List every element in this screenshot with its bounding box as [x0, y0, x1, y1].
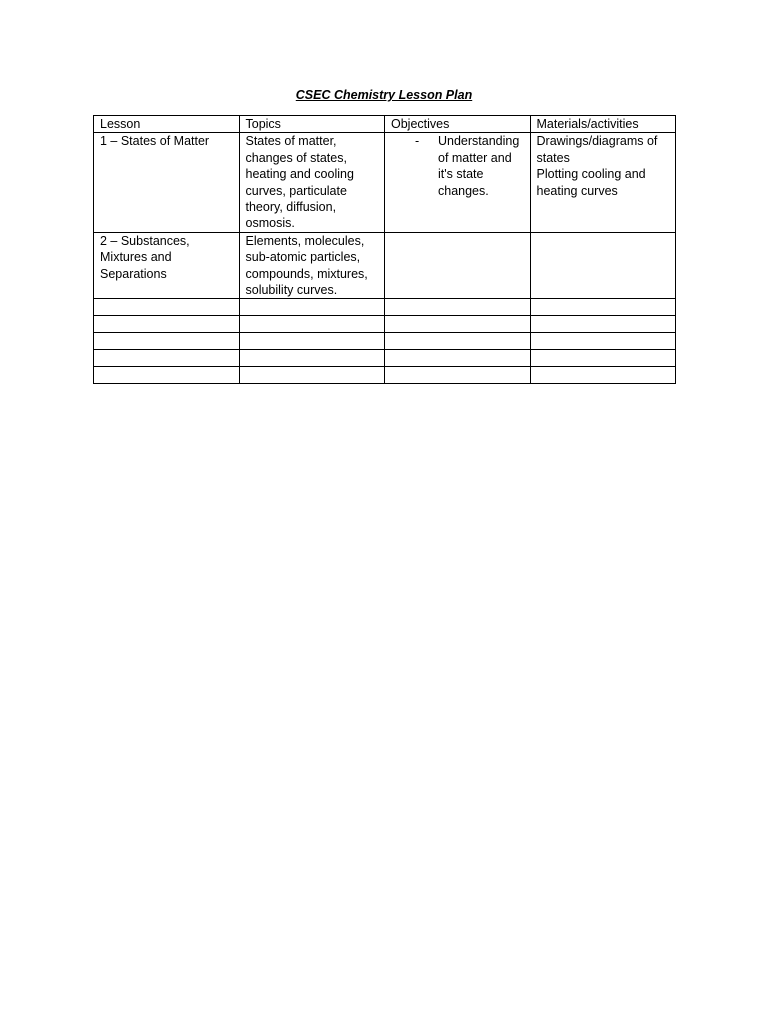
header-objectives: Objectives	[385, 116, 531, 133]
header-materials: Materials/activities	[530, 116, 676, 133]
objective-bullet-item	[391, 133, 524, 199]
empty-table-row	[94, 333, 676, 350]
empty-cell	[530, 333, 676, 350]
empty-table-row	[94, 299, 676, 316]
lesson-plan-table	[93, 115, 676, 384]
empty-cell	[239, 350, 385, 367]
empty-cell	[530, 350, 676, 367]
objective-text: Understanding of matter and it's state changes.	[438, 134, 520, 198]
empty-cell	[385, 350, 531, 367]
empty-table-row	[94, 316, 676, 333]
materials-cell	[530, 133, 676, 232]
topics-cell: States of matter, changes of states, heating and cooling curves, particulate theory, diffusion, osmosis.	[239, 133, 385, 232]
empty-table-row	[94, 367, 676, 384]
table-row	[94, 133, 676, 232]
material-item: Drawings/diagrams of states	[536, 134, 658, 165]
materials-cell	[530, 232, 676, 299]
empty-cell	[530, 299, 676, 316]
empty-cell	[94, 316, 240, 333]
empty-cell	[239, 299, 385, 316]
objectives-cell	[385, 232, 531, 299]
empty-cell	[94, 333, 240, 350]
table-row	[94, 232, 676, 299]
empty-cell	[94, 367, 240, 384]
objectives-cell	[385, 133, 531, 232]
lesson-cell: 1 – States of Matter	[94, 133, 240, 232]
empty-cell	[530, 367, 676, 384]
header-topics: Topics	[239, 116, 385, 133]
table-header-row	[94, 116, 676, 133]
empty-cell	[239, 367, 385, 384]
empty-cell	[239, 316, 385, 333]
document-title: CSEC Chemistry Lesson Plan	[295, 88, 473, 102]
empty-cell	[530, 316, 676, 333]
topics-cell: Elements, molecules, sub-atomic particles, compounds, mixtures, solubility curves.	[239, 232, 385, 299]
empty-cell	[94, 299, 240, 316]
lesson-cell: 2 – Substances, Mixtures and Separations	[94, 232, 240, 299]
empty-cell	[239, 333, 385, 350]
empty-cell	[385, 299, 531, 316]
empty-table-row	[94, 350, 676, 367]
empty-cell	[94, 350, 240, 367]
empty-cell	[385, 333, 531, 350]
empty-cell	[385, 316, 531, 333]
header-lesson: Lesson	[94, 116, 240, 133]
bullet-dash: -	[415, 134, 420, 149]
empty-cell	[385, 367, 531, 384]
material-item: Plotting cooling and heating curves	[536, 167, 646, 198]
